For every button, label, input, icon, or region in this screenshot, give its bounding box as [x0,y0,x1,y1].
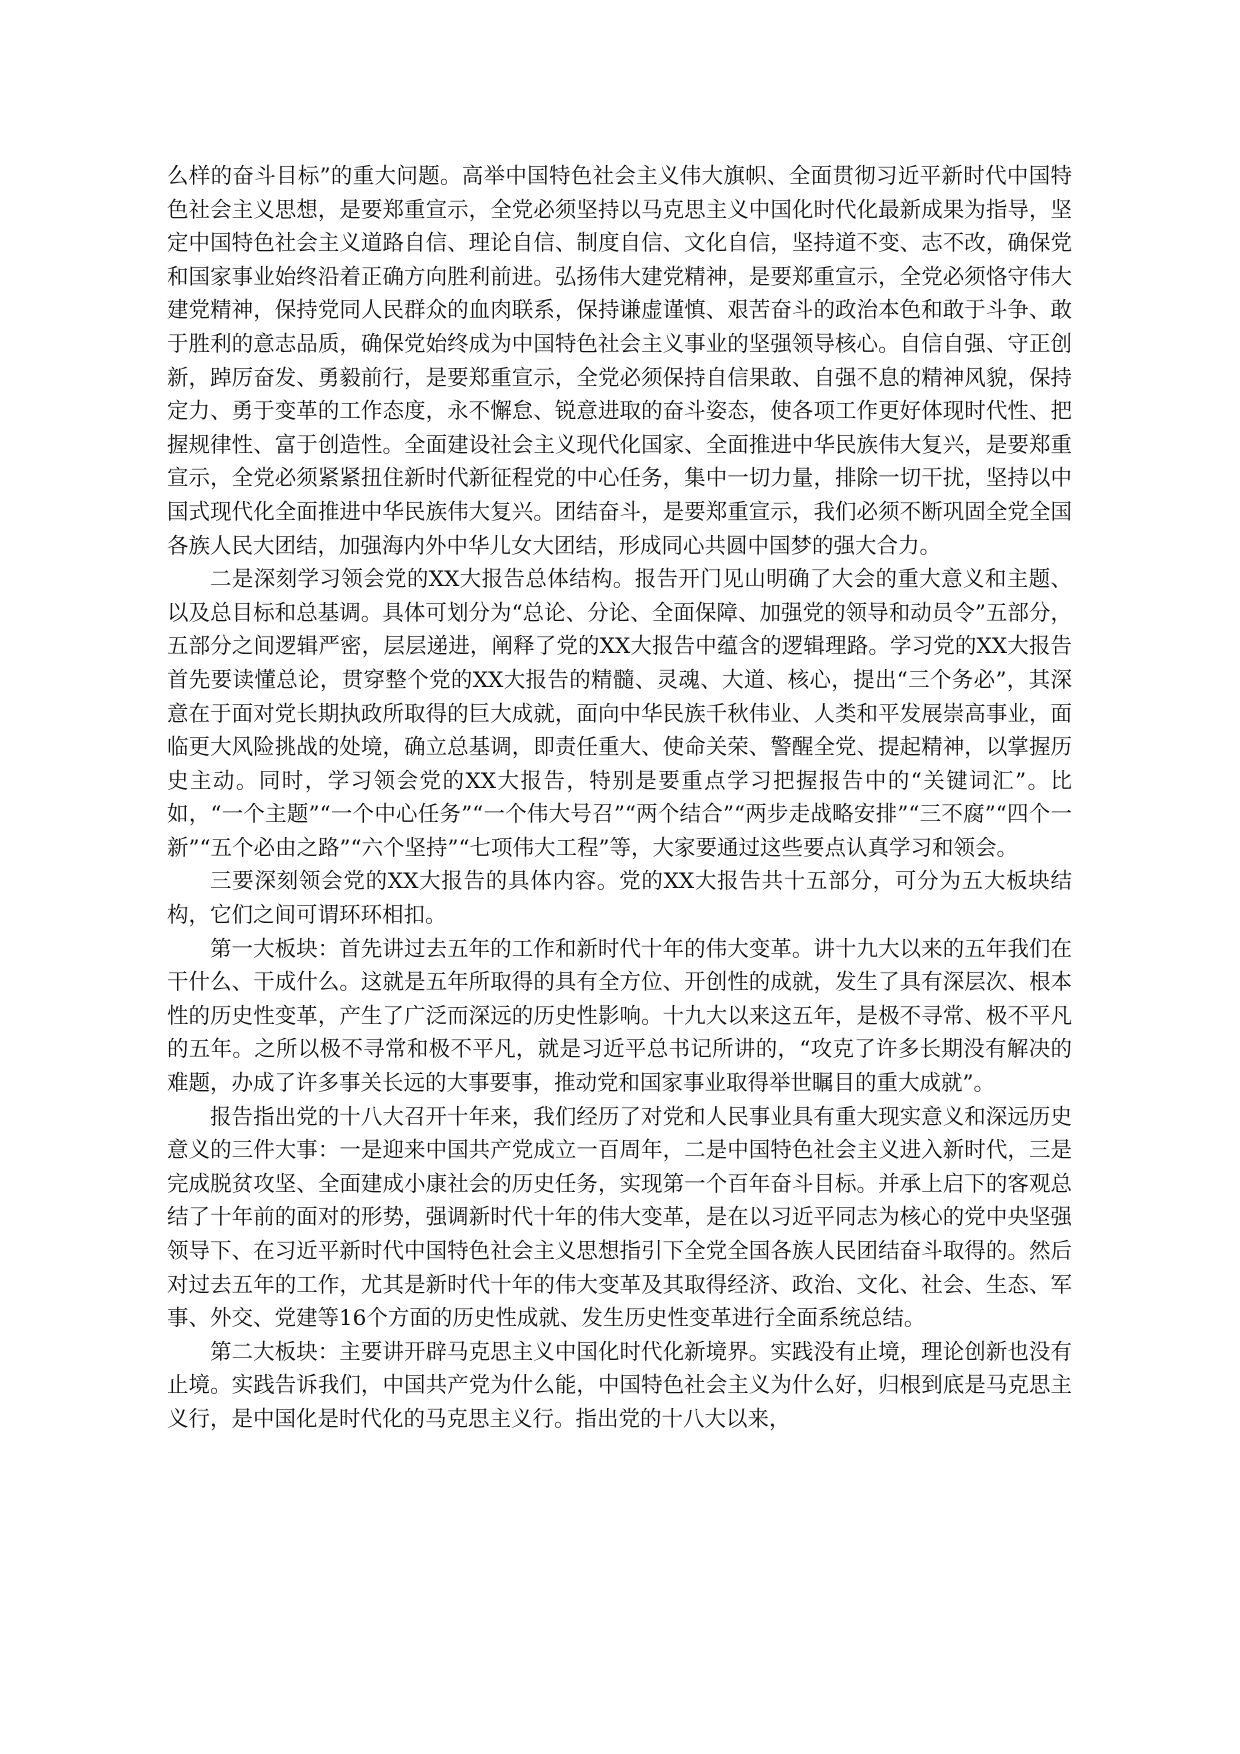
paragraph: 二是深刻学习领会党的XX大报告总体结构。报告开门见山明确了大会的重大意义和主题、以及总目标和总基调。具体可划分为“总论、分论、全面保障、加强党的领导和动员令”五部分，五部分之间逻辑严密，层层递进，阐释了党的XX大报告中蕴含的逻辑理路。学习党的XX大报告首先要读懂总论，贯穿整个党的XX大报告的精髓、灵魂、大道、核心，提出“三个务必”，其深意在于面对党长期执政所取得的巨大成就，面向中华民族千秋伟业、人类和平发展崇高事业，面临更大风险挑战的处境，确立总基调，即责任重大、使命关荣、警醒全党、提起精神，以掌握历史主动。同时，学习领会党的XX大报告，特别是要重点学习把握报告中的“关键词汇”。比如，“一个主题”“一个中心任务”“一个伟大号召”“两个结合”“两步走战略安排”“三不腐”“四个一新”“五个必由之路”“六个坚持”“七项伟大工程”等，大家要通过这些要点认真学习和领会。 [167,567,1072,861]
paragraph: 三要深刻领会党的XX大报告的具体内容。党的XX大报告共十五部分，可分为五大板块结构，它们之间可谓环环相扣。 [167,869,1072,929]
paragraph: 报告指出党的十八大召开十年来，我们经历了对党和人民事业具有重大现实意义和深远历史意义的三件大事：一是迎来中国共产党成立一百周年，二是中国特色社会主义进入新时代，三是完成脱贫攻坚、全面建成小康社会的历史任务，实现第一个百年奋斗目标。并承上启下的客观总结了十年前的面对的形势，强调新时代十年的伟大变革，是在以习近平同志为核心的党中央坚强领导下、在习近平新时代中国特色社会主义思想指引下全党全国各族人民团结奋斗取得的。然后对过去五年的工作，尤其是新时代十年的伟大变革及其取得经济、政治、文化、社会、生态、军事、外交、党建等16个方面的历史性成就、发生历史性变革进行全面系统总结。 [167,1104,1072,1332]
document-body [167,160,1072,1437]
paragraph: 么样的奋斗目标”的重大问题。高举中国特色社会主义伟大旗帜、全面贯彻习近平新时代中国特色社会主义思想，是要郑重宣示，全党必须坚持以马克思主义中国化时代化最新成果为指导，坚定中国特色社会主义道路自信、理论自信、制度自信、文化自信，坚持道不变、志不改，确保党和国家事业始终沿着正确方向胜利前进。弘扬伟大建党精神，是要郑重宣示，全党必须恪守伟大建党精神，保持党同人民群众的血肉联系，保持谦虚谨慎、艰苦奋斗的政治本色和敢于斗争、敢于胜利的意志品质，确保党始终成为中国特色社会主义事业的坚强领导核心。自信自强、守正创新，踔厉奋发、勇毅前行，是要郑重宣示，全党必须保持自信果敢、自强不息的精神风貌，保持定力、勇于变革的工作态度，永不懈怠、锐意进取的奋斗姿态，使各项工作更好体现时代性、把握规律性、富于创造性。全面建设社会主义现代化国家、全面推进中华民族伟大复兴，是要郑重宣示，全党必须紧紧扭住新时代新征程党的中心任务，集中一切力量，排除一切干扰，坚持以中国式现代化全面推进中华民族伟大复兴。团结奋斗，是要郑重宣示，我们必须不断巩固全党全国各族人民大团结，加强海内外中华儿女大团结，形成同心共圆中国梦的强大合力。 [167,164,1072,559]
paragraph: 第二大板块：主要讲开辟马克思主义中国化时代化新境界。实践没有止境，理论创新也没有止境。实践告诉我们，中国共产党为什么能，中国特色社会主义为什么好，归根到底是马克思主义行，是中国化是时代化的马克思主义行。指出党的十八大以来， [167,1339,1072,1432]
paragraph: 第一大板块：首先讲过去五年的工作和新时代十年的伟大变革。讲十九大以来的五年我们在干什么、干成什么。这就是五年所取得的具有全方位、开创性的成就，发生了具有深层次、根本性的历史性变革，产生了广泛而深远的历史性影响。十九大以来这五年，是极不寻常、极不平凡的五年。之所以极不寻常和极不平凡，就是习近平总书记所讲的，“攻克了许多长期没有解决的难题，办成了许多事关长远的大事要事，推动党和国家事业取得举世瞩目的重大成就”。 [167,936,1072,1097]
